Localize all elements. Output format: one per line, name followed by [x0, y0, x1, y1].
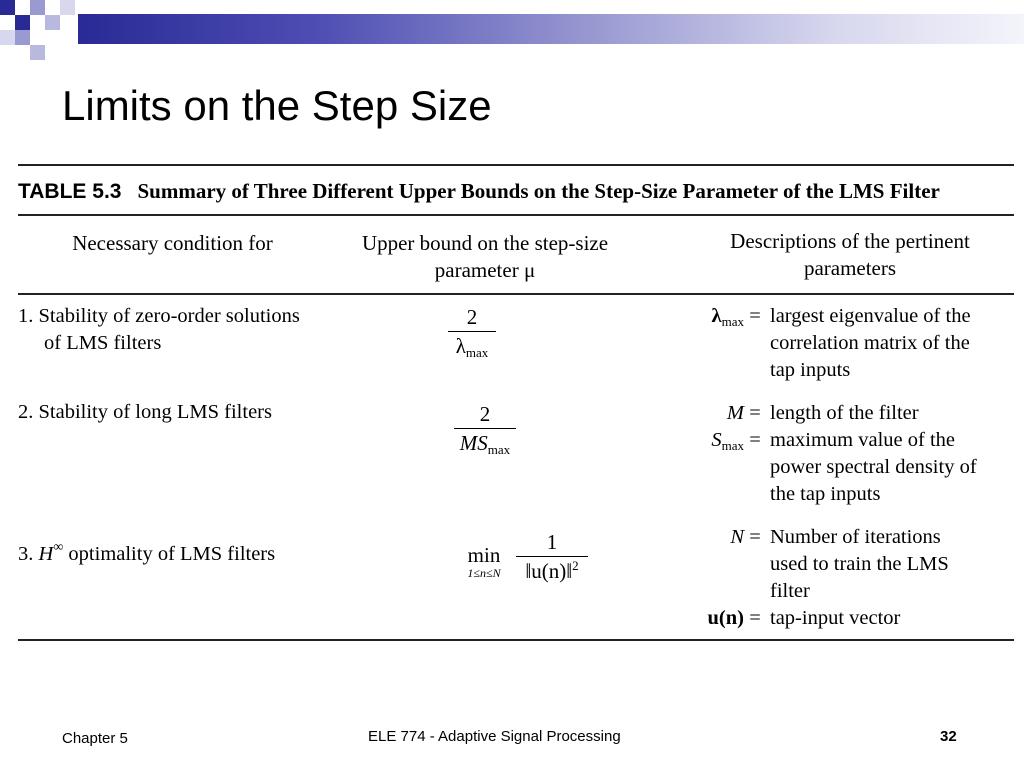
def-text: the tap inputs [770, 483, 881, 505]
def-text: power spectral density of [770, 456, 977, 478]
row1-bound [448, 305, 496, 361]
def-text: maximum value of the [770, 429, 956, 451]
row3-number: 3. [18, 543, 34, 565]
row2-bound-denominator-sub: max [487, 442, 511, 457]
row1-descriptions: λmax = largest eigenvalue of the correlation matrix of the tap inputs [696, 303, 1016, 384]
table-caption-text: Summary of Three Different Upper Bounds on the Step-Size Parameter of the LMS Filter [137, 179, 940, 203]
def-text: tap inputs [770, 359, 851, 381]
title-bar [78, 14, 1024, 44]
def-text: correlation matrix of the [770, 332, 970, 354]
page-number: 32 [940, 728, 957, 745]
header-rule [18, 293, 1014, 295]
def-text: largest eigenvalue of the [770, 305, 971, 327]
row3-sup: ∞ [53, 540, 64, 555]
def-text: length of the filter [770, 402, 919, 424]
header-descriptions: Descriptions of the pertinent parameters [730, 229, 970, 280]
table-bottom-rule [18, 639, 1014, 641]
table-top-rule [18, 164, 1014, 166]
row3-bound [516, 530, 588, 586]
fraction-line [448, 331, 496, 332]
row3-text: optimality of LMS filters [68, 543, 276, 565]
row1-bound-denominator: λ [455, 334, 466, 358]
fraction-line [454, 428, 516, 429]
row2-bound [454, 402, 516, 458]
row3-descriptions: N = Number of iterations used to train the LMS filter u(n) = tap-input vector [696, 524, 1016, 632]
def-symbol: λmax [711, 305, 744, 329]
row3-symbol: H [38, 543, 54, 565]
row3-min-operator: min 1≤n≤N [467, 543, 501, 580]
def-symbol: M [726, 402, 744, 424]
row2-descriptions: M = length of the filter Smax = maximum value of the power spectral density of the tap inputs [696, 400, 1016, 508]
row3-bound-denominator: ‖u(n)‖ [525, 559, 573, 583]
def-text: tap-input vector [770, 607, 901, 629]
def-text: Number of iterations [770, 526, 941, 548]
def-text: used to train the LMS [770, 553, 949, 575]
row3-bound-numerator: 1 [546, 530, 558, 554]
row1-bound-denominator-sub: max [465, 345, 489, 360]
footer-course: ELE 774 - Adaptive Signal Processing [368, 728, 621, 745]
row2-condition: 2. Stability of long LMS filters [18, 401, 272, 423]
caption-rule [18, 214, 1014, 216]
row2-bound-denominator: MS [459, 431, 488, 455]
header-condition: Necessary condition for [72, 231, 273, 255]
row1-condition: 1. Stability of zero-order solutions of LMS filters [18, 305, 300, 354]
footer-chapter: Chapter 5 [62, 730, 128, 747]
header-bound: Upper bound on the step-size parameter μ [361, 231, 609, 282]
def-symbol: N [730, 526, 744, 548]
row2-bound-numerator: 2 [479, 402, 491, 426]
def-symbol: Smax [711, 429, 744, 453]
row1-bound-numerator: 2 [466, 305, 478, 329]
row3-condition [18, 541, 338, 570]
row3-bound-denominator-sup: 2 [572, 558, 579, 573]
def-symbol: u(n) [707, 607, 744, 629]
def-text: filter [770, 580, 810, 602]
slide-title: Limits on the Step Size [62, 82, 492, 129]
table-caption [18, 179, 940, 204]
fraction-line [516, 556, 588, 557]
table-label: TABLE 5.3 [18, 180, 122, 203]
